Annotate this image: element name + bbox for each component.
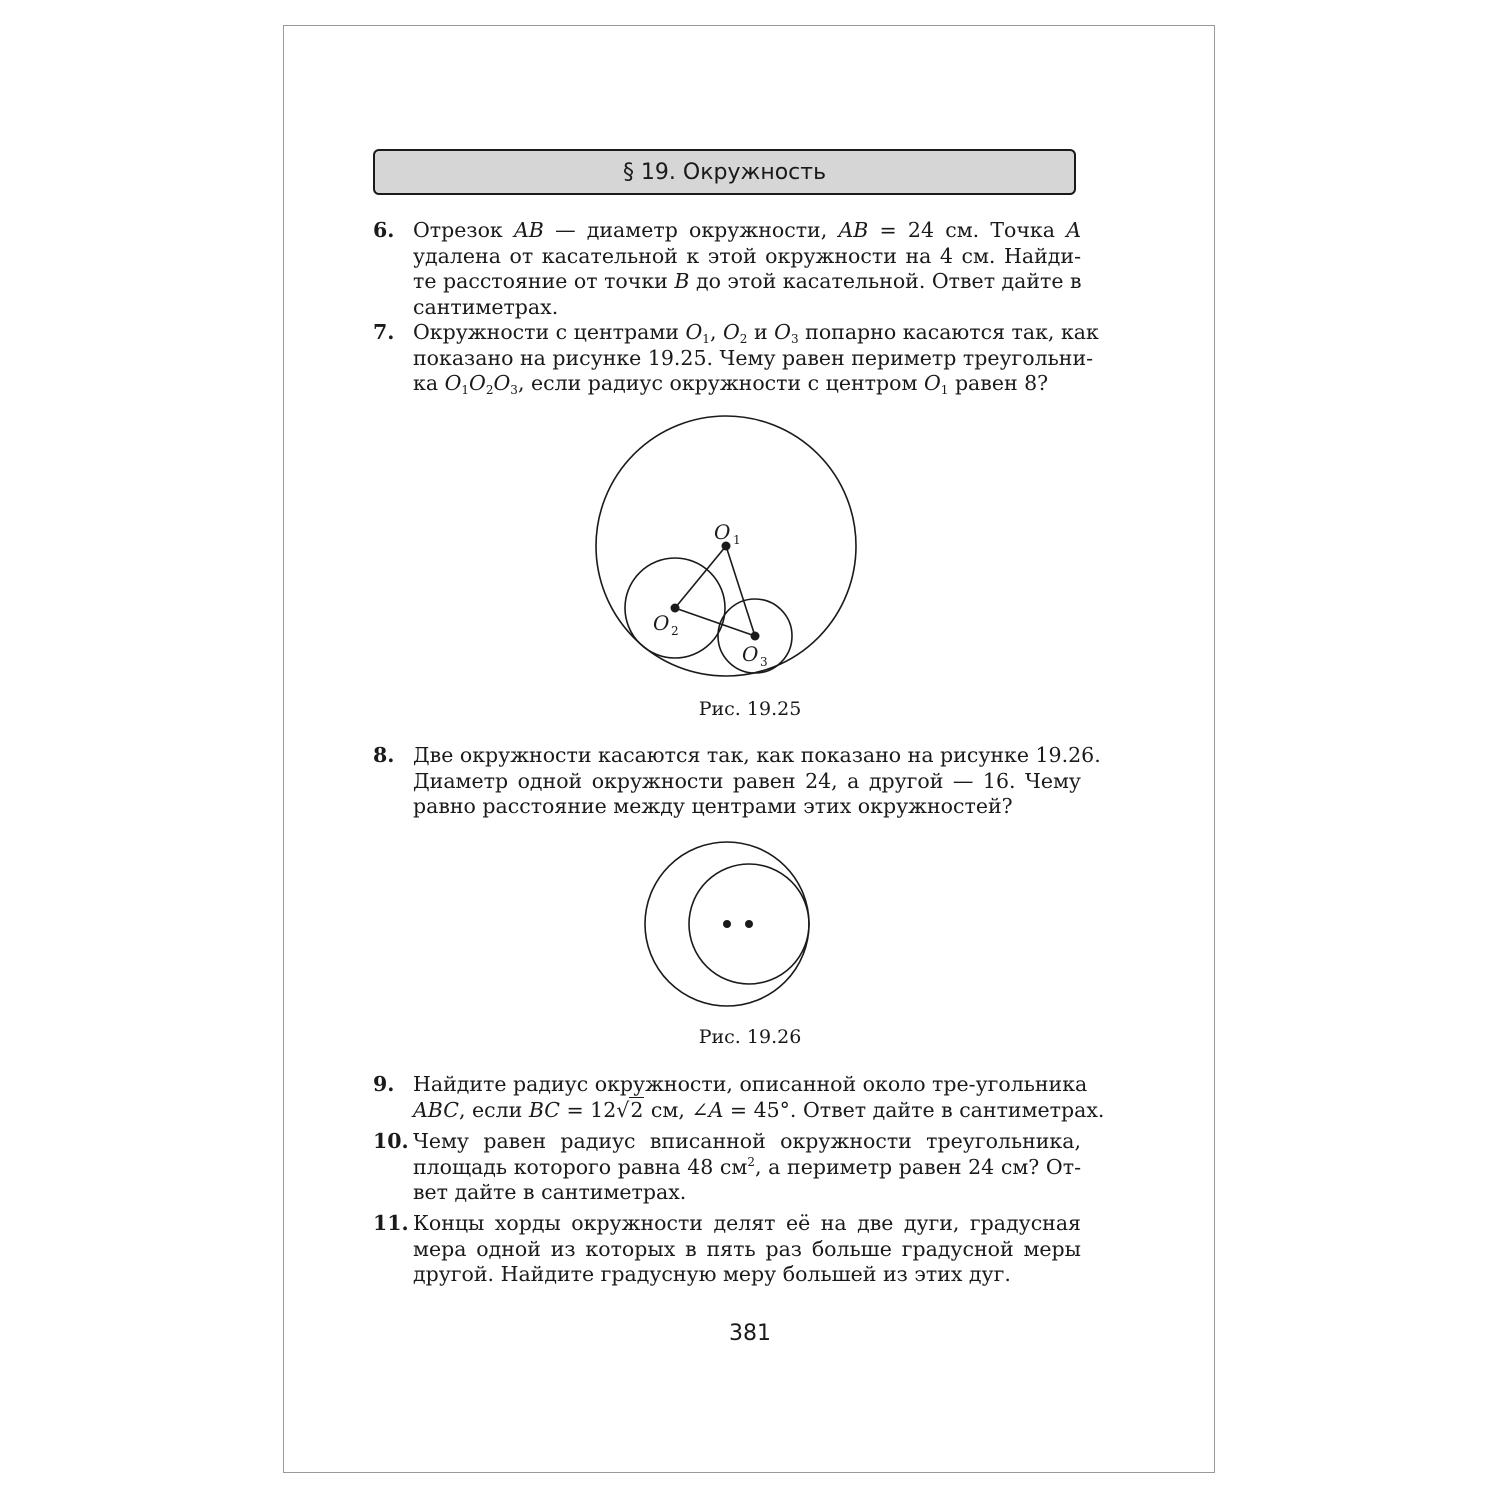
var: ABC: [413, 1097, 459, 1122]
var: O: [493, 371, 511, 395]
text-line: [413, 1155, 1081, 1181]
label-o2: O: [653, 611, 670, 635]
page-number: 381: [729, 1321, 771, 1346]
text: попарно касаются так, как: [805, 320, 1099, 344]
problem-number: 6.: [373, 218, 395, 242]
text-line: Диаметр одной окружности равен 24, а другой — 16. Чему: [413, 768, 1081, 793]
var: AB: [838, 218, 869, 242]
subscript: 2: [485, 383, 494, 397]
subscript: 3: [510, 383, 518, 397]
var: O: [469, 371, 486, 395]
subscript: 2: [739, 332, 748, 346]
text: — диаметр окружности,: [555, 218, 828, 242]
text: , если: [458, 1097, 523, 1122]
text-line: другой. Найдите градусную меру большей из этих дуг.: [413, 1262, 1011, 1286]
text: до этой касательной. Ответ дайте в: [695, 269, 1082, 293]
text-line: удалена от касательной к этой окружности на 4 см. Найди-: [413, 243, 1081, 268]
text: те расстояние от точки: [413, 269, 668, 293]
text-line: показано на рисунке 19.25. Чему равен периметр треугольни-: [413, 345, 1094, 370]
var: A: [1066, 218, 1081, 242]
problem-number: 7.: [373, 320, 395, 344]
var: O: [923, 371, 941, 395]
text: Отрезок: [413, 218, 503, 242]
var: O: [444, 371, 462, 395]
problem-number: 11.: [373, 1211, 409, 1235]
var: B: [674, 269, 690, 293]
text: , а периметр равен 24 см? От-: [755, 1154, 1082, 1179]
subscript: 1: [702, 332, 710, 346]
problem-text: [413, 1211, 1081, 1288]
problem-text: [413, 1129, 1081, 1206]
var: A: [708, 1097, 724, 1122]
text: и: [753, 320, 768, 344]
subscript: 1: [940, 383, 949, 397]
figure-caption: Рис. 19.25: [698, 698, 802, 720]
var: O: [685, 320, 703, 344]
text: см, ∠: [650, 1097, 709, 1122]
text-line: Окружности с центрами $O_1$, $O_2$ и $O_3$ попарно касаются так, как: [413, 320, 1099, 346]
label-o2-sub: 2: [671, 624, 679, 638]
problem-number: 8.: [373, 743, 395, 767]
text-line: мера одной из которых в пять раз больше градусной меры: [413, 1236, 1081, 1261]
text-line: ABC, если BC = 12√2 см, ∠A = 45°. Ответ дайте в сантиметрах.: [413, 1097, 1105, 1122]
section-title: § 19. Окружность: [622, 159, 827, 185]
text: = 24 см. Точка: [879, 218, 1055, 242]
label-o1-sub: 1: [733, 533, 741, 547]
var: O: [774, 320, 791, 344]
text-line: Концы хорды окружности делят её на две дуги, градусная: [413, 1211, 1081, 1235]
problem-text: [413, 743, 1101, 820]
subscript: 1: [461, 383, 470, 397]
problem-number: 9.: [373, 1072, 395, 1096]
center-outer: [723, 920, 731, 928]
text-line: равно расстояние между центрами этих окружностей?: [413, 794, 1013, 818]
point-o3: [751, 632, 760, 641]
text-line: Найдите радиус окружности, описанной около тре-угольника: [413, 1072, 1088, 1096]
text: равен 8?: [954, 371, 1049, 395]
problem-text: [413, 1072, 1105, 1123]
text-line: Чему равен радиус вписанной окружности треугольника,: [413, 1129, 1081, 1153]
text: , если радиус окружности с центром: [517, 371, 918, 395]
var: O: [722, 320, 740, 344]
figure-caption: Рис. 19.26: [698, 1026, 802, 1048]
text: = 12: [566, 1097, 617, 1122]
center-inner: [745, 920, 753, 928]
label-o3: O: [742, 642, 759, 666]
text: = 45°. Ответ дайте в сантиметрах.: [729, 1097, 1105, 1122]
sqrt-radicand: 2: [630, 1097, 644, 1122]
superscript: 2: [747, 1154, 755, 1169]
point-o2: [671, 604, 680, 613]
text-line: вет дайте в сантиметрах.: [413, 1180, 687, 1204]
var: AB: [513, 218, 544, 242]
subscript: 3: [790, 332, 799, 346]
text: площадь которого равна 48 см: [413, 1154, 748, 1179]
text-line: Две окружности касаются так, как показано на рисунке 19.26.: [413, 743, 1101, 767]
label-o3-sub: 3: [760, 655, 768, 669]
var: BC: [528, 1097, 560, 1122]
text: Окружности с центрами: [413, 320, 679, 344]
label-o1: O: [714, 520, 731, 544]
problem-number: 10.: [373, 1129, 409, 1153]
text-line: сантиметрах.: [413, 294, 559, 319]
text: ка: [413, 371, 439, 395]
